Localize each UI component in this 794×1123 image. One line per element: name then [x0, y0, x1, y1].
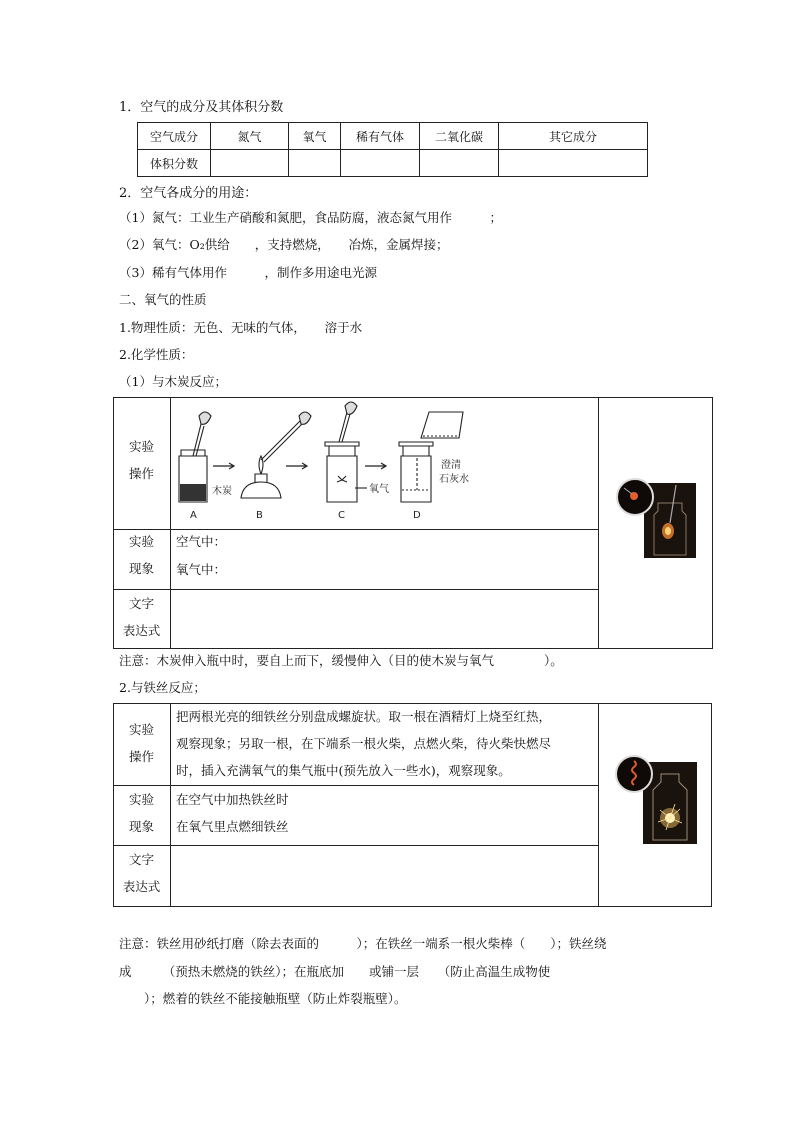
label-clear: 澄清 — [441, 460, 461, 471]
step-a: A — [190, 510, 197, 521]
expr-label: 文字 表达式 — [122, 852, 161, 894]
iron-op-line-1: 把两根光亮的细铁丝分别盘成螺旋状。取一根在酒精灯上烧至红热， — [176, 709, 552, 724]
header-cell: 二氧化碳 — [420, 123, 499, 150]
blank-cell — [289, 150, 341, 177]
op-label: 实验 操作 — [128, 722, 154, 764]
header-cell: 空气成分 — [138, 123, 211, 150]
step-b: B — [256, 510, 263, 521]
use-line-3: （3）稀有气体用作 ，制作多用途电光源 — [119, 265, 377, 280]
header-cell: 其它成分 — [499, 123, 648, 150]
label-oxygen: 氧气 — [369, 484, 389, 495]
label-charcoal: 木炭 — [212, 486, 232, 497]
label-limewater: 石灰水 — [439, 474, 469, 485]
charcoal-note: 注意：木炭伸入瓶中时，要自上而下，缓慢伸入（目的使木炭与氧气 ）。 — [119, 653, 563, 668]
expr-label: 文字 表达式 — [122, 596, 161, 638]
obs-label: 实验 现象 — [128, 792, 154, 834]
iron-reaction-title: 2.与铁丝反应； — [119, 680, 206, 695]
iron-inset-circle — [615, 755, 653, 793]
charcoal-inset-circle — [616, 478, 654, 516]
table-row — [138, 150, 648, 177]
charcoal-apparatus-diagram — [171, 398, 597, 528]
blank-cell — [499, 150, 648, 177]
blank-cell — [341, 150, 420, 177]
iron-note-line-1: 注意：铁丝用砂纸打磨（除去表面的 ）；在铁丝一端系一根火柴棒（ ）；铁丝绕 — [119, 936, 607, 951]
op-label: 实验 操作 — [128, 439, 154, 481]
header-cell: 氧气 — [289, 123, 341, 150]
header-cell: 稀有气体 — [341, 123, 420, 150]
iron-obs-air: 在空气中加热铁丝时 — [176, 792, 289, 807]
iron-op-line-2: 观察现象；另取一根，在下端系一根火柴，点燃火柴，待火柴快燃尽 — [176, 736, 552, 751]
obs-in-air: 空气中： — [176, 534, 227, 549]
blank-cell — [211, 150, 289, 177]
use-line-2: （2）氧气：O₂供给 ，支持燃烧， 冶炼，金属焊接； — [119, 237, 449, 252]
header-cell: 氮气 — [211, 123, 289, 150]
charcoal-reaction-title: （1）与木炭反应； — [119, 374, 227, 389]
section-1-title: 1．空气的成分及其体积分数 — [119, 100, 284, 115]
use-line-1: （1）氮气：工业生产硝酸和氮肥，食品防腐，液态氮气用作 ； — [119, 210, 502, 225]
step-c: C — [338, 510, 345, 521]
obs-label: 实验 现象 — [128, 534, 154, 576]
blank-cell — [420, 150, 499, 177]
step-d: D — [413, 510, 421, 521]
oxygen-properties-title: 二、氧气的性质 — [119, 292, 207, 307]
table-header-row — [138, 123, 648, 150]
iron-obs-oxygen: 在氧气里点燃细铁丝 — [176, 819, 289, 834]
row-label: 体积分数 — [138, 150, 211, 177]
iron-note-line-3: ）；燃着的铁丝不能接触瓶壁（防止炸裂瓶壁）。 — [119, 991, 407, 1006]
chemical-properties: 2.化学性质： — [119, 347, 194, 362]
air-composition-table — [137, 122, 648, 177]
physical-properties: 1.物理性质：无色、无味的气体， 溶于水 — [119, 320, 363, 335]
obs-in-oxygen: 氧气中： — [176, 562, 227, 577]
iron-op-line-3: 时，插入充满氧气的集气瓶中(预先放入一些水)，观察现象。 — [176, 763, 511, 778]
charcoal-pile — [180, 484, 206, 501]
section-2-title: 2．空气各成分的用途： — [119, 186, 258, 201]
iron-note-line-2: 成 （预热未燃烧的铁丝）；在瓶底加 或铺一层 （防止高温生成物使 — [119, 964, 551, 979]
